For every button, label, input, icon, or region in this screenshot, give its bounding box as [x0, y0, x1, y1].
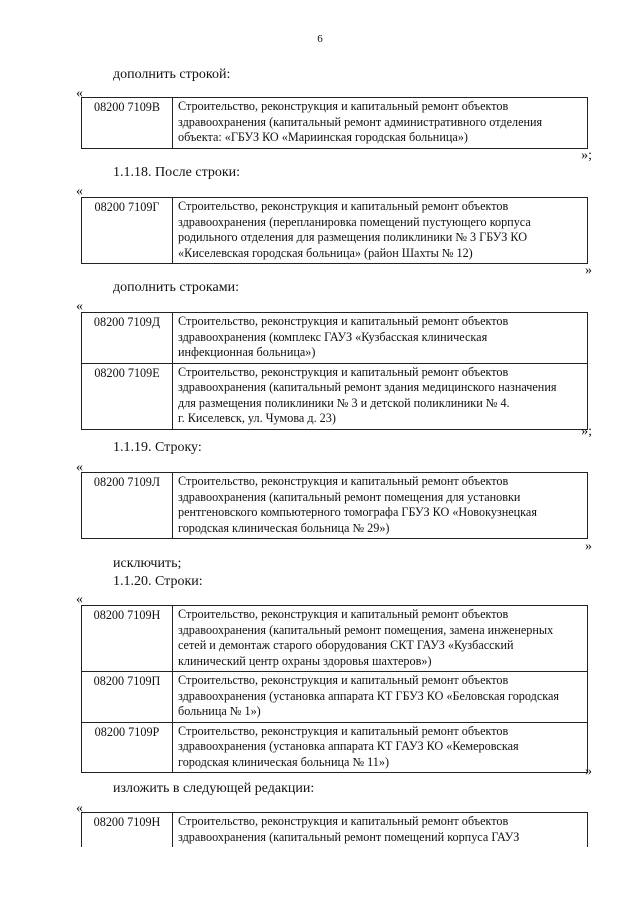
close-quote: »;	[581, 148, 592, 163]
description-line: г. Киселевск, ул. Чумова д. 23)	[178, 411, 336, 425]
open-quote: «	[76, 801, 83, 816]
description-line: сетей и демонтаж старого оборудования СКТ ГАУЗ «Кузбасский	[178, 638, 514, 652]
description-line: здравоохранения (капитальный ремонт административного отделения	[178, 114, 543, 129]
description-line: «Киселевская городская больница» (район Шахты № 12)	[178, 245, 473, 260]
section-heading: 1.1.19. Строку:	[113, 440, 202, 455]
table-row	[82, 813, 588, 848]
description-line: здравоохранения (капитальный ремонт помещения для установки	[178, 489, 521, 504]
description-line: городская клиническая больница № 11»)	[178, 754, 390, 769]
code-table	[81, 97, 588, 149]
description-line: Строительство, реконструкция и капитальный ремонт объектов	[178, 364, 509, 379]
table-row	[82, 313, 588, 364]
description-line: здравоохранения (комплекс ГАУЗ «Кузбасская клиническая	[178, 329, 488, 344]
description-line: здравоохранения (установка аппарата КТ ГБУЗ КО «Беловская городская	[178, 688, 559, 703]
code-description	[173, 363, 588, 429]
description-line: здравоохранения (установка аппарата КТ ГАУЗ КО «Кемеровская	[178, 739, 519, 753]
description-line: объекта: «ГБУЗ КО «Мариинская городская больница»)	[178, 130, 468, 144]
open-quote: «	[76, 299, 83, 314]
table-row	[82, 606, 588, 672]
budget-code: 08200 7109Л	[82, 473, 173, 539]
description-line: клинический центр охраны здоровья шахтеров»)	[178, 653, 432, 668]
close-quote: »	[585, 764, 592, 779]
description-line: рентгеновского компьютерного томографа ГБУЗ КО «Новокузнецкая	[178, 505, 537, 519]
code-description	[173, 198, 588, 264]
open-quote: «	[76, 86, 83, 101]
description-line: для размещения поликлиники № 3 и детской поликлиники № 4.	[178, 395, 510, 410]
close-quote: »	[585, 539, 592, 554]
description-line: Строительство, реконструкция и капитальный ремонт объектов	[178, 723, 509, 738]
budget-code: 08200 7109В	[82, 98, 173, 149]
close-quote: »;	[581, 424, 592, 439]
table-row	[82, 98, 588, 149]
description-line: Строительство, реконструкция и капитальный ремонт объектов	[178, 199, 509, 213]
code-table	[81, 197, 588, 264]
budget-code: 08200 7109Р	[82, 722, 173, 773]
close-quote: »	[585, 263, 592, 278]
code-description	[173, 813, 588, 848]
description-line: Строительство, реконструкция и капитальный ремонт объектов	[178, 607, 509, 621]
open-quote: «	[76, 592, 83, 607]
section-heading: 1.1.18. После строки:	[113, 165, 241, 180]
code-table	[81, 812, 588, 847]
description-line: родильного отделения для размещения поликлиники № 3 ГБУЗ КО	[178, 230, 528, 244]
description-line: Строительство, реконструкция и капитальный ремонт объектов	[178, 474, 509, 488]
code-description	[173, 606, 588, 672]
code-description	[173, 672, 588, 723]
table-row	[82, 363, 588, 429]
description-line: здравоохранения (капитальный ремонт помещения, замена инженерных	[178, 622, 554, 637]
budget-code: 08200 7109Д	[82, 313, 173, 364]
table-row	[82, 473, 588, 539]
description-line: Строительство, реконструкция и капитальный ремонт объектов	[178, 99, 509, 113]
description-line: здравоохранения (перепланировка помещений пустующего корпуса	[178, 214, 531, 229]
open-quote: «	[76, 460, 83, 475]
code-description	[173, 473, 588, 539]
description-line: городская клиническая больница № 29»)	[178, 520, 390, 535]
budget-code: 08200 7109Г	[82, 198, 173, 264]
description-line: здравоохранения (капитальный ремонт здания медицинского назначения	[178, 380, 557, 394]
section-subheading: 1.1.20. Строки:	[113, 574, 203, 589]
section-heading: дополнить строкой:	[113, 67, 231, 82]
description-line: Строительство, реконструкция и капитальный ремонт объектов	[178, 314, 509, 328]
section-heading: изложить в следующей редакции:	[113, 781, 315, 796]
description-line: больница № 1»)	[178, 704, 261, 718]
section-heading: исключить;	[113, 556, 182, 571]
open-quote: «	[76, 184, 83, 199]
budget-code: 08200 7109П	[82, 672, 173, 723]
budget-code: 08200 7109Н	[82, 813, 173, 848]
page-number: 6	[317, 33, 323, 45]
code-description	[173, 722, 588, 773]
description-line: здравоохранения (капитальный ремонт помещений корпуса ГАУЗ	[178, 829, 520, 844]
code-description	[173, 98, 588, 149]
code-table	[81, 312, 588, 430]
code-table	[81, 472, 588, 539]
section-heading: дополнить строками:	[113, 280, 239, 295]
description-line: Строительство, реконструкция и капитальный ремонт объектов	[178, 814, 509, 828]
description-line: инфекционная больница»)	[178, 345, 316, 359]
code-description	[173, 313, 588, 364]
budget-code: 08200 7109Е	[82, 363, 173, 429]
table-row	[82, 672, 588, 723]
table-row	[82, 198, 588, 264]
code-table	[81, 605, 588, 773]
budget-code: 08200 7109Н	[82, 606, 173, 672]
table-row	[82, 722, 588, 773]
description-line: Строительство, реконструкция и капитальный ремонт объектов	[178, 673, 509, 687]
